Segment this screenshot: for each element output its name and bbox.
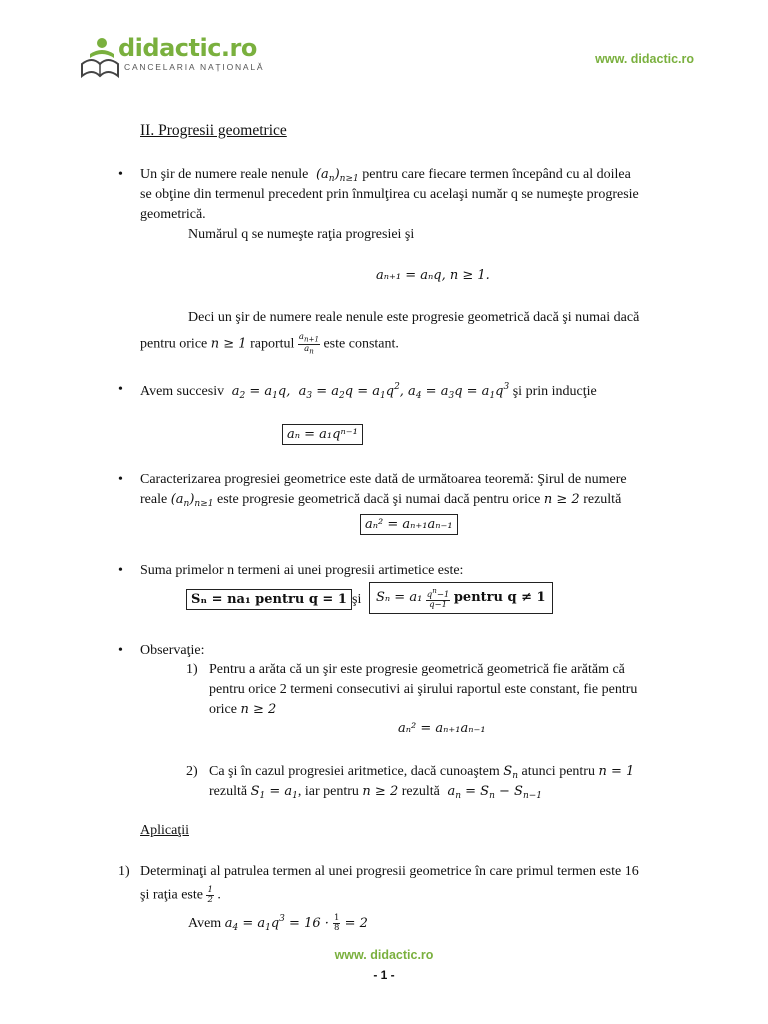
header-url[interactable]: www. didactic.ro <box>595 52 694 66</box>
p3-text-b: este progresie geometrică dacă şi numai dacă pentru orice <box>216 492 541 507</box>
p5-item2-text-c: rezultă <box>209 784 248 799</box>
p4-box2-suffix: pentru q ≠ 1 <box>453 590 546 606</box>
p4-sum-fraction: $\frac{q^n-1}{q-1}$ <box>426 586 450 610</box>
p5-item2-an: $a_n = S_n - S_{n-1}$ <box>443 784 543 801</box>
p3-text-c: rezultă <box>583 492 622 507</box>
p5-item1-line3 <box>209 702 276 718</box>
p3-text-a: reale <box>140 492 168 507</box>
p4-sum-box-qneq1 <box>369 582 553 614</box>
p1-formula: aₙ₊₁ = aₙq, n ≥ 1. <box>376 268 490 283</box>
p5-item2-text-a: Ca şi în cazul progresiei aritmetice, dacă cunoaştem <box>209 764 500 779</box>
p5-item2-s1: $S_1 = a_1$ <box>250 784 298 801</box>
p4-sum-box-q1: Sₙ = na₁ pentru q = 1 <box>186 589 352 610</box>
p1-ratio-fraction: $\frac{a_{n+1}}{a_n}$ <box>298 332 319 356</box>
p5-item1-text: orice <box>209 702 237 717</box>
q1-line2: şi raţia este $\frac{1}{2}$ . <box>140 885 221 905</box>
p5-item2-n1: n = 1 <box>598 764 635 779</box>
bullet-dot: • <box>118 382 123 397</box>
p3-sequence-formula: $(a_n)_{n\ge 1}$ <box>170 492 214 509</box>
page-number: - 1 - <box>373 968 395 982</box>
p5-item1-line1: Pentru a arăta că un şir este progresie geometrică geometrică fie arătăm că <box>209 662 625 677</box>
p5-item2-number: 2) <box>186 764 198 779</box>
q1-answer-prefix: Avem <box>188 916 222 931</box>
bullet-dot: • <box>118 472 123 487</box>
p1-line6-text-b: raportul <box>250 336 295 352</box>
p1-line6-text-a: pentru orice <box>140 336 208 352</box>
p1-line3: geometrică. <box>140 207 206 222</box>
p1-n-condition: n ≥ 1 <box>210 336 247 352</box>
p2-line1 <box>140 382 597 401</box>
p5-item2-line1 <box>209 764 634 781</box>
p1-line1 <box>140 167 631 184</box>
q1-answer <box>188 914 368 933</box>
p3-line2 <box>140 492 621 509</box>
p1-line2: se obţine din termenul precedent prin înmulţirea cu acelaşi număr q se numeşte progresie <box>140 187 639 202</box>
p5-item1-condition: n ≥ 2 <box>240 702 277 717</box>
q1-ratio-fraction: $\frac{1}{2}$ <box>207 885 213 905</box>
bullet-dot: • <box>118 167 123 182</box>
q1-line1: Determinaţi al patrulea termen al unei progresii geometrice în care primul termen este 16 <box>140 864 639 879</box>
logo-book-icon <box>80 36 120 80</box>
p5-item2-text-e: rezultă <box>401 784 440 799</box>
p1-line6-text-c: este constant. <box>323 336 399 352</box>
p5-item2-text-b: atunci pentru <box>521 764 595 779</box>
section-title: II. Progresii geometrice <box>140 122 287 139</box>
p1-line6 <box>140 333 399 355</box>
bullet-dot: • <box>118 643 123 658</box>
didactic-logo[interactable] <box>80 36 280 80</box>
p3-n-condition: n ≥ 2 <box>543 492 580 507</box>
p5-item2-line2 <box>209 784 542 801</box>
p1-line4: Numărul q se numeşte raţia progresiei şi <box>188 227 415 242</box>
p4-line1: Suma primelor n termeni ai unei progresii artimetice este: <box>140 563 464 578</box>
p5-item1-number: 1) <box>186 662 198 677</box>
aplicatii-title: Aplicaţii <box>140 823 189 838</box>
p5-item1-line2: pentru orice 2 termeni consecutivi ai şirului raportul este constant, fie pentru <box>209 682 638 697</box>
q1-text: şi raţia este <box>140 887 203 903</box>
p5-item2-n2: n ≥ 2 <box>362 784 399 799</box>
p2-text-b: şi prin inducţie <box>512 384 597 399</box>
q1-answer-formula: $a_4 = a_1q^3 = 16$ · $\frac{1}{8}$ = 2 <box>224 913 368 933</box>
p2-general-term-box: aₙ = a₁qⁿ⁻¹ <box>282 424 363 445</box>
q1-number: 1) <box>118 864 130 879</box>
logo-name: didactic.ro <box>118 34 257 62</box>
p4-box2-prefix: Sₙ = a₁ <box>376 590 423 606</box>
p4-and: şi <box>352 592 362 607</box>
p5-item2-text-d: , iar pentru <box>297 784 359 799</box>
p1-line1-text-a: Un şir de numere reale nenule <box>140 167 309 182</box>
p3-theorem-box: aₙ² = aₙ₊₁aₙ₋₁ <box>360 514 458 535</box>
p1-line5: Deci un şir de numere reale nenule este progresie geometrică dacă şi numai dacă <box>188 310 640 325</box>
p5-title: Observaţie: <box>140 643 205 658</box>
p1-line1-text-b: pentru care fiecare termen începând cu al doilea <box>362 167 631 182</box>
p2-text-a: Avem succesiv <box>140 384 225 399</box>
p5-item1-formula: aₙ² = aₙ₊₁aₙ₋₁ <box>398 721 486 736</box>
p5-item2-sn: $S_n$ <box>503 764 518 781</box>
footer-url[interactable]: www. didactic.ro <box>334 948 434 962</box>
bullet-dot: • <box>118 563 123 578</box>
p2-succession-formula: $a_2 = a_1q$, $a_3 = a_2q = a_1q^2$, $a_4 = a_3q = a_1q^3$ <box>227 382 510 401</box>
p1-sequence-formula: $(a_n)_{n\ge 1}$ <box>311 167 359 184</box>
logo-subtitle: CANCELARIA NAȚIONALĂ <box>124 62 265 72</box>
p3-line1: Caracterizarea progresiei geometrice este dată de următoarea teoremă: Şirul de numere <box>140 472 627 487</box>
